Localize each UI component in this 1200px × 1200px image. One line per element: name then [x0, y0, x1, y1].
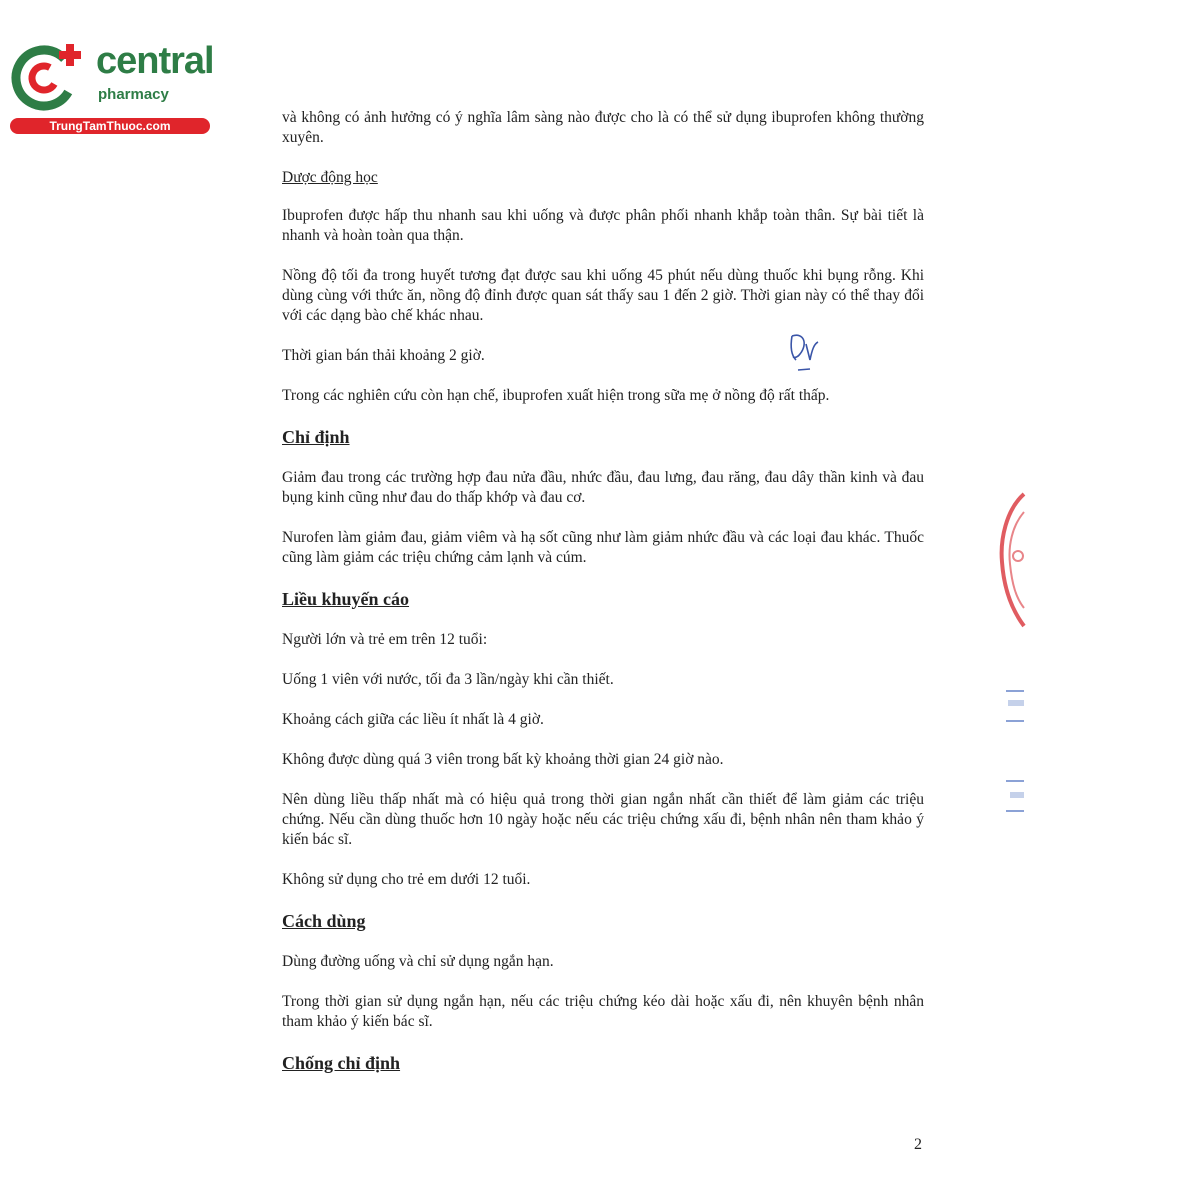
- pharmacy-cross-icon: [10, 40, 92, 112]
- dosage-heading: Liều khuyến cáo: [282, 589, 410, 609]
- dosage-paragraph: Người lớn và trẻ em trên 12 tuổi:: [282, 631, 488, 648]
- brand-url: TrungTamThuoc.com: [10, 118, 210, 134]
- administration-paragraph: Trong thời gian sử dụng ngắn hạn, nếu các triệu chứng kéo dài hoặc xấu đi, nên khuyên bệnh nhân tham khảo ý kiến bác sĩ.: [282, 993, 924, 1030]
- blue-stamp-fragment-icon: [1004, 686, 1026, 726]
- red-seal-stamp-icon: [996, 490, 1026, 630]
- pharmacokinetics-heading: Dược động học: [282, 169, 378, 186]
- pharmacokinetics-paragraph: Ibuprofen được hấp thu nhanh sau khi uống và được phân phối nhanh khắp toàn thân. Sự bài tiết là nhanh và hoàn toàn qua thận.: [282, 207, 924, 244]
- page-number: 2: [914, 1136, 922, 1153]
- pharmacokinetics-paragraph: Thời gian bán thải khoảng 2 giờ.: [282, 347, 485, 364]
- pharmacokinetics-paragraph: Nồng độ tối đa trong huyết tương đạt được sau khi uống 45 phút nếu dùng thuốc khi bụng rỗng. Khi dùng cùng với thức ăn, nồng độ đỉnh được quan sát thấy sau 1 đến 2 giờ. Thời gian này có thể thay đổi với các dạng bào chế khác nhau.: [282, 267, 924, 324]
- dosage-paragraph: Uống 1 viên với nước, tối đa 3 lần/ngày khi cần thiết.: [282, 671, 614, 688]
- indications-paragraph: Giảm đau trong các trường hợp đau nửa đầu, nhức đầu, đau lưng, đau răng, đau dây thần kinh và đau bụng kinh cũng như đau do thấp khớp và đau cơ.: [282, 469, 924, 506]
- brand-name: central: [96, 40, 214, 82]
- blue-stamp-fragment-icon: [1004, 776, 1026, 816]
- contraindications-heading: Chống chỉ định: [282, 1053, 401, 1073]
- dosage-paragraph: Không được dùng quá 3 viên trong bất kỳ khoảng thời gian 24 giờ nào.: [282, 751, 724, 768]
- document-body: [282, 108, 924, 1094]
- administration-heading: Cách dùng: [282, 911, 366, 931]
- indications-paragraph: Nurofen làm giảm đau, giảm viêm và hạ sốt cũng như làm giảm nhức đầu và các loại đau khác. Thuốc cũng làm giảm các triệu chứng cảm lạnh và cúm.: [282, 529, 924, 566]
- administration-paragraph: Dùng đường uống và chỉ sử dụng ngắn hạn.: [282, 953, 554, 970]
- brand-subtitle: pharmacy: [98, 86, 169, 103]
- dosage-paragraph: Khoảng cách giữa các liều ít nhất là 4 giờ.: [282, 711, 544, 728]
- intro-paragraph: và không có ảnh hưởng có ý nghĩa lâm sàng nào được cho là có thể sử dụng ibuprofen không thường xuyên.: [282, 109, 924, 146]
- handwritten-initials-icon: [786, 330, 826, 376]
- indications-heading: Chỉ định: [282, 427, 350, 447]
- dosage-paragraph: Không sử dụng cho trẻ em dưới 12 tuổi.: [282, 871, 531, 888]
- pharmacokinetics-paragraph: Trong các nghiên cứu còn hạn chế, ibuprofen xuất hiện trong sữa mẹ ở nồng độ rất thấp.: [282, 387, 830, 404]
- central-pharmacy-logo: [10, 36, 220, 136]
- dosage-paragraph: Nên dùng liều thấp nhất mà có hiệu quả trong thời gian ngắn nhất cần thiết để làm giảm các triệu chứng. Nếu cần dùng thuốc hơn 10 ngày hoặc nếu các triệu chứng xấu đi, bệnh nhân nên tham khảo ý kiến bác sĩ.: [282, 791, 924, 848]
